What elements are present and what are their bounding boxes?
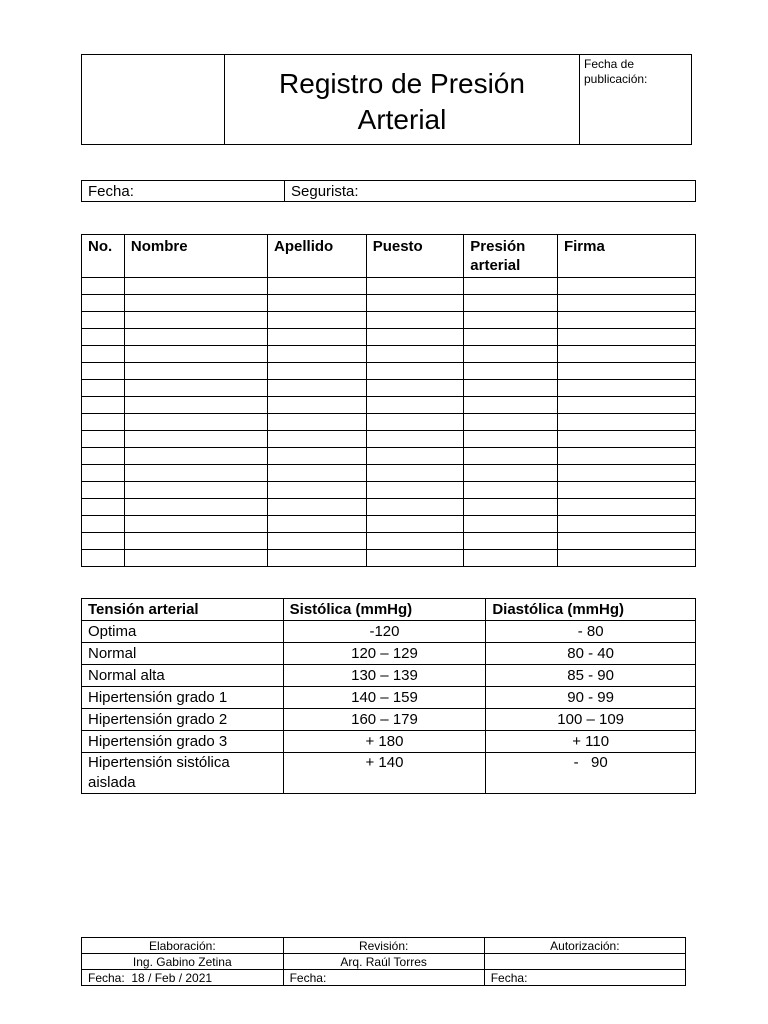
cell-apellido[interactable] [268,550,367,567]
cell-apellido[interactable] [268,414,367,431]
cell-presion[interactable] [464,329,558,346]
table-row [82,516,696,533]
cell-presion[interactable] [464,482,558,499]
footer-elaboracion-date: Fecha: 18 / Feb / 2021 [82,970,284,986]
cell-apellido[interactable] [268,516,367,533]
col-header-apellido: Apellido [268,235,367,278]
footer-revision-name: Arq. Raúl Torres [283,954,484,970]
cell-apellido[interactable] [268,499,367,516]
cell-no[interactable] [82,397,125,414]
cell-nombre[interactable] [124,414,267,431]
bp-header-row [82,599,696,621]
table-row [82,329,696,346]
cell-no[interactable] [82,550,125,567]
cell-puesto[interactable] [366,278,464,295]
cell-puesto[interactable] [366,482,464,499]
table-row [82,643,696,665]
col-header-presion: Presión arterial [464,235,558,278]
title-line-1: Registro de Presión [279,67,525,99]
cell-puesto[interactable] [366,550,464,567]
bp-diastolic: 80 - 40 [486,643,696,665]
footer-revision-label: Revisión: [283,938,484,954]
cell-puesto[interactable] [366,329,464,346]
cell-apellido[interactable] [268,312,367,329]
bp-category: Hipertensión grado 3 [82,731,284,753]
cell-presion[interactable] [464,312,558,329]
cell-nombre[interactable] [124,482,267,499]
table-row [82,363,696,380]
cell-no[interactable] [82,499,125,516]
cell-apellido[interactable] [268,397,367,414]
cell-no[interactable] [82,482,125,499]
bp-header-systolic: Sistólica (mmHg) [283,599,486,621]
cell-apellido[interactable] [268,346,367,363]
register-header-row [82,235,696,278]
cell-firma[interactable] [557,295,695,312]
bp-systolic: + 180 [283,731,486,753]
table-row [82,687,696,709]
cell-no[interactable] [82,448,125,465]
document-header [81,54,692,145]
cell-no[interactable] [82,380,125,397]
bp-category: Normal alta [82,665,284,687]
cell-nombre[interactable] [124,295,267,312]
cell-puesto[interactable] [366,448,464,465]
cell-nombre[interactable] [124,550,267,567]
footer-autorizacion-label: Autorización: [484,938,685,954]
table-row [82,731,696,753]
cell-puesto[interactable] [366,414,464,431]
cell-firma[interactable] [557,448,695,465]
cell-no[interactable] [82,414,125,431]
bp-header-category: Tensión arterial [82,599,284,621]
cell-nombre[interactable] [124,380,267,397]
bp-classification-table [81,598,696,794]
meta-info-table [81,180,696,202]
table-row [82,465,696,482]
table-row [82,665,696,687]
cell-no[interactable] [82,533,125,550]
cell-nombre[interactable] [124,448,267,465]
logo-cell [82,55,225,145]
cell-nombre[interactable] [124,516,267,533]
cell-no[interactable] [82,329,125,346]
cell-nombre[interactable] [124,499,267,516]
cell-puesto[interactable] [366,312,464,329]
footer-header-row [82,938,686,954]
cell-firma[interactable] [557,550,695,567]
bp-diastolic: 100 – 109 [486,709,696,731]
cell-apellido[interactable] [268,363,367,380]
bp-category: Hipertensión sistólica aislada [82,753,284,794]
cell-apellido[interactable] [268,278,367,295]
bp-systolic: -120 [283,621,486,643]
cell-presion[interactable] [464,499,558,516]
table-row [82,709,696,731]
bp-category: Hipertensión grado 1 [82,687,284,709]
cell-presion[interactable] [464,448,558,465]
cell-apellido[interactable] [268,380,367,397]
cell-firma[interactable] [557,278,695,295]
bp-diastolic: 85 - 90 [486,665,696,687]
cell-puesto[interactable] [366,431,464,448]
table-row [82,448,696,465]
col-header-no: No. [82,235,125,278]
cell-nombre[interactable] [124,312,267,329]
cell-presion[interactable] [464,295,558,312]
table-row [82,621,696,643]
col-header-firma: Firma [557,235,695,278]
cell-nombre[interactable] [124,363,267,380]
bp-diastolic: - 90 [486,753,696,794]
cell-nombre[interactable] [124,465,267,482]
cell-apellido[interactable] [268,465,367,482]
table-row [82,278,696,295]
cell-apellido[interactable] [268,448,367,465]
table-row [82,414,696,431]
page-title [225,55,580,145]
bp-systolic: 130 – 139 [283,665,486,687]
table-row [82,295,696,312]
table-row [82,397,696,414]
cell-no[interactable] [82,278,125,295]
cell-no[interactable] [82,295,125,312]
register-body [82,278,696,567]
cell-firma[interactable] [557,533,695,550]
bp-category: Hipertensión grado 2 [82,709,284,731]
footer-dates-row [82,970,686,986]
table-row [82,346,696,363]
bp-systolic: 140 – 159 [283,687,486,709]
cell-nombre[interactable] [124,397,267,414]
cell-presion[interactable] [464,465,558,482]
bp-systolic: + 140 [283,753,486,794]
cell-puesto[interactable] [366,465,464,482]
bp-diastolic: 90 - 99 [486,687,696,709]
cell-presion[interactable] [464,431,558,448]
cell-firma[interactable] [557,346,695,363]
footer-revision-date: Fecha: [283,970,484,986]
col-header-nombre: Nombre [124,235,267,278]
publication-date-label: Fecha de publicación: [580,55,692,145]
cell-apellido[interactable] [268,482,367,499]
cell-presion[interactable] [464,346,558,363]
cell-presion[interactable] [464,380,558,397]
cell-puesto[interactable] [366,499,464,516]
cell-firma[interactable] [557,482,695,499]
cell-no[interactable] [82,312,125,329]
cell-firma[interactable] [557,329,695,346]
cell-presion[interactable] [464,516,558,533]
table-row [82,499,696,516]
cell-firma[interactable] [557,397,695,414]
blood-pressure-register-table [81,234,696,567]
cell-apellido[interactable] [268,533,367,550]
footer-names-row [82,954,686,970]
title-line-2: Arterial [357,103,447,135]
table-row [82,753,696,794]
table-row [82,482,696,499]
cell-nombre[interactable] [124,431,267,448]
cell-no[interactable] [82,431,125,448]
cell-firma[interactable] [557,465,695,482]
cell-nombre[interactable] [124,278,267,295]
cell-no[interactable] [82,465,125,482]
cell-no[interactable] [82,363,125,380]
cell-firma[interactable] [557,312,695,329]
cell-apellido[interactable] [268,295,367,312]
bp-diastolic: + 110 [486,731,696,753]
cell-nombre[interactable] [124,346,267,363]
bp-category: Normal [82,643,284,665]
cell-firma[interactable] [557,363,695,380]
cell-firma[interactable] [557,414,695,431]
segurista-field[interactable]: Segurista: [285,181,696,202]
cell-no[interactable] [82,346,125,363]
cell-no[interactable] [82,516,125,533]
bp-category: Optima [82,621,284,643]
footer-elaboracion-label: Elaboración: [82,938,284,954]
cell-presion[interactable] [464,533,558,550]
cell-puesto[interactable] [366,363,464,380]
bp-systolic: 120 – 129 [283,643,486,665]
table-row [82,312,696,329]
table-row [82,550,696,567]
col-header-puesto: Puesto [366,235,464,278]
cell-presion[interactable] [464,397,558,414]
bp-systolic: 160 – 179 [283,709,486,731]
table-row [82,380,696,397]
cell-puesto[interactable] [366,516,464,533]
cell-firma[interactable] [557,380,695,397]
cell-firma[interactable] [557,431,695,448]
date-field[interactable]: Fecha: [82,181,285,202]
cell-apellido[interactable] [268,329,367,346]
footer-elaboracion-name: Ing. Gabino Zetina [82,954,284,970]
bp-header-diastolic: Diastólica (mmHg) [486,599,696,621]
cell-presion[interactable] [464,363,558,380]
table-row [82,533,696,550]
cell-nombre[interactable] [124,533,267,550]
approval-footer-table [81,937,686,986]
cell-puesto[interactable] [366,533,464,550]
cell-puesto[interactable] [366,397,464,414]
cell-presion[interactable] [464,278,558,295]
cell-puesto[interactable] [366,380,464,397]
cell-firma[interactable] [557,499,695,516]
cell-nombre[interactable] [124,329,267,346]
cell-presion[interactable] [464,414,558,431]
cell-firma[interactable] [557,516,695,533]
cell-presion[interactable] [464,550,558,567]
footer-autorizacion-date: Fecha: [484,970,685,986]
bp-diastolic: - 80 [486,621,696,643]
footer-autorizacion-name [484,954,685,970]
cell-puesto[interactable] [366,346,464,363]
cell-puesto[interactable] [366,295,464,312]
cell-apellido[interactable] [268,431,367,448]
table-row [82,431,696,448]
